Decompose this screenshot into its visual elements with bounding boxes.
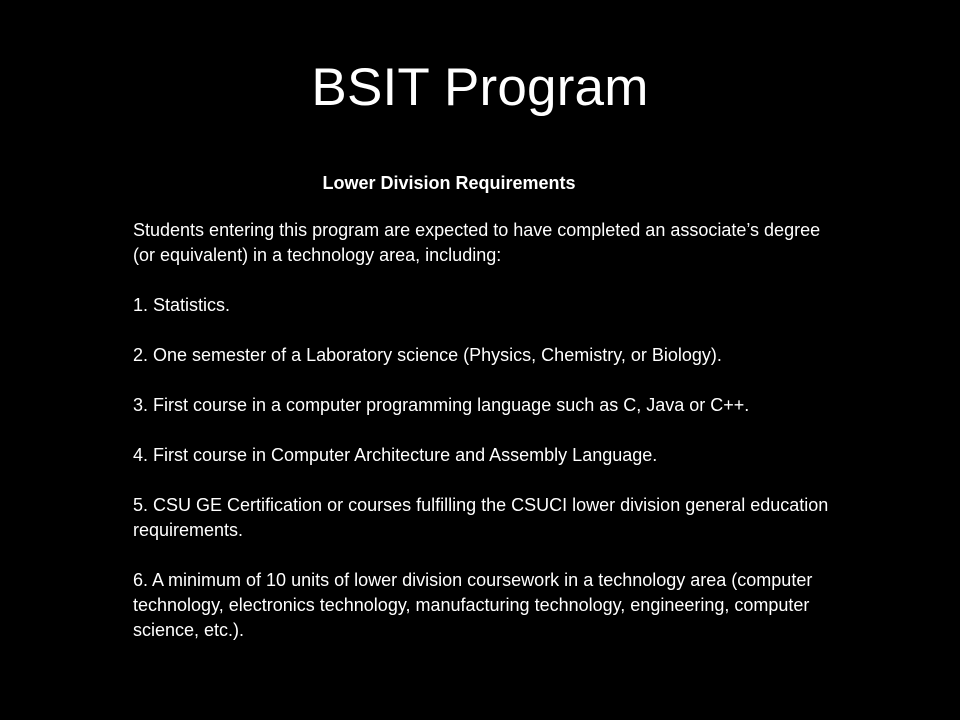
section-heading: Lower Division Requirements — [322, 173, 576, 193]
requirement-item: 2. One semester of a Laboratory science (Physics, Chemistry, or Biology). — [133, 345, 722, 365]
requirement-item: 5. CSU GE Certification or courses fulfilling the CSUCI lower division general education requirements. — [133, 495, 829, 540]
intro-paragraph: Students entering this program are expected to have completed an associate’s degree (or equivalent) in a technology area, including: — [133, 220, 821, 265]
requirements-list — [133, 293, 833, 643]
requirement-item: 6. A minimum of 10 units of lower division coursework in a technology area (computer technology, electronics technology, manufacturing technology, engineering, computer science, etc.). — [133, 570, 813, 640]
requirement-item: 3. First course in a computer programming language such as C, Java or C++. — [133, 395, 750, 415]
slide-content — [133, 171, 833, 643]
requirement-item: 1. Statistics. — [133, 295, 231, 315]
requirement-item: 4. First course in Computer Architecture and Assembly Language. — [133, 445, 658, 465]
slide-title: BSIT Program — [311, 58, 649, 117]
